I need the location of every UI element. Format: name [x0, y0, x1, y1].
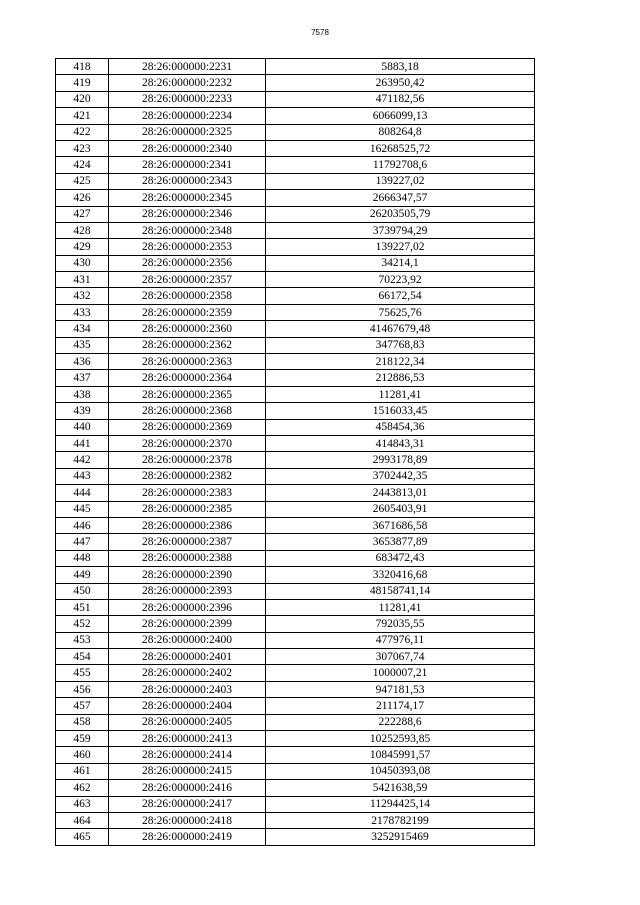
value-cell: 3702442,35: [266, 468, 535, 484]
cadastral-number-cell: 28:26:000000:2359: [109, 304, 266, 320]
table-row: [56, 419, 535, 435]
value-cell: 2178782199: [266, 812, 535, 828]
table-row: [56, 812, 535, 828]
table-row: [56, 124, 535, 140]
value-cell: 3252915469: [266, 829, 535, 845]
row-number-cell: 430: [56, 255, 109, 271]
table-row: [56, 714, 535, 730]
value-cell: 11281,41: [266, 599, 535, 615]
table-row: [56, 222, 535, 238]
row-number-cell: 463: [56, 796, 109, 812]
cadastral-number-cell: 28:26:000000:2396: [109, 599, 266, 615]
row-number-cell: 440: [56, 419, 109, 435]
row-number-cell: 423: [56, 140, 109, 156]
row-number-cell: 450: [56, 583, 109, 599]
table-row: [56, 780, 535, 796]
value-cell: 10252593,85: [266, 731, 535, 747]
value-cell: 808264,8: [266, 124, 535, 140]
cadastral-number-cell: 28:26:000000:2383: [109, 485, 266, 501]
row-number-cell: 460: [56, 747, 109, 763]
row-number-cell: 459: [56, 731, 109, 747]
table-row: [56, 157, 535, 173]
cadastral-number-cell: 28:26:000000:2231: [109, 59, 266, 75]
value-cell: 471182,56: [266, 91, 535, 107]
table-row: [56, 206, 535, 222]
value-cell: 3739794,29: [266, 222, 535, 238]
cadastral-number-cell: 28:26:000000:2370: [109, 435, 266, 451]
row-number-cell: 439: [56, 403, 109, 419]
table-row: [56, 337, 535, 353]
table-row: [56, 403, 535, 419]
row-number-cell: 448: [56, 550, 109, 566]
cadastral-number-cell: 28:26:000000:2362: [109, 337, 266, 353]
value-cell: 1516033,45: [266, 403, 535, 419]
row-number-cell: 428: [56, 222, 109, 238]
value-cell: 11294425,14: [266, 796, 535, 812]
table-row: [56, 599, 535, 615]
row-number-cell: 447: [56, 534, 109, 550]
row-number-cell: 424: [56, 157, 109, 173]
table-row: [56, 91, 535, 107]
cadastral-number-cell: 28:26:000000:2343: [109, 173, 266, 189]
table-row: [56, 534, 535, 550]
cadastral-number-cell: 28:26:000000:2390: [109, 567, 266, 583]
value-cell: 66172,54: [266, 288, 535, 304]
cadastral-number-cell: 28:26:000000:2401: [109, 649, 266, 665]
row-number-cell: 456: [56, 681, 109, 697]
table-row: [56, 550, 535, 566]
table-row: [56, 796, 535, 812]
cadastral-number-cell: 28:26:000000:2341: [109, 157, 266, 173]
value-cell: 947181,53: [266, 681, 535, 697]
value-cell: 263950,42: [266, 75, 535, 91]
table-row: [56, 501, 535, 517]
row-number-cell: 421: [56, 108, 109, 124]
cadastral-number-cell: 28:26:000000:2415: [109, 763, 266, 779]
cadastral-number-cell: 28:26:000000:2416: [109, 780, 266, 796]
table-row: [56, 272, 535, 288]
row-number-cell: 426: [56, 190, 109, 206]
table-row: [56, 370, 535, 386]
table-row: [56, 140, 535, 156]
row-number-cell: 458: [56, 714, 109, 730]
cadastral-number-cell: 28:26:000000:2393: [109, 583, 266, 599]
cadastral-number-cell: 28:26:000000:2387: [109, 534, 266, 550]
table-row: [56, 321, 535, 337]
table-row: [56, 829, 535, 845]
table-row: [56, 681, 535, 697]
table-row: [56, 583, 535, 599]
value-cell: 16268525,72: [266, 140, 535, 156]
row-number-cell: 437: [56, 370, 109, 386]
value-cell: 34214,1: [266, 255, 535, 271]
cadastral-number-cell: 28:26:000000:2340: [109, 140, 266, 156]
cadastral-number-cell: 28:26:000000:2325: [109, 124, 266, 140]
cadastral-number-cell: 28:26:000000:2365: [109, 386, 266, 402]
row-number-cell: 431: [56, 272, 109, 288]
table-row: [56, 468, 535, 484]
cadastral-number-cell: 28:26:000000:2345: [109, 190, 266, 206]
table-row: [56, 108, 535, 124]
value-cell: 458454,36: [266, 419, 535, 435]
value-cell: 2605403,91: [266, 501, 535, 517]
row-number-cell: 457: [56, 698, 109, 714]
table-row: [56, 731, 535, 747]
row-number-cell: 425: [56, 173, 109, 189]
table-row: [56, 354, 535, 370]
table-row: [56, 616, 535, 632]
row-number-cell: 434: [56, 321, 109, 337]
table-row: [56, 173, 535, 189]
cadastral-number-cell: 28:26:000000:2414: [109, 747, 266, 763]
cadastral-number-cell: 28:26:000000:2417: [109, 796, 266, 812]
row-number-cell: 451: [56, 599, 109, 615]
value-cell: 70223,92: [266, 272, 535, 288]
value-cell: 5883,18: [266, 59, 535, 75]
cadastral-number-cell: 28:26:000000:2404: [109, 698, 266, 714]
cadastral-number-cell: 28:26:000000:2386: [109, 517, 266, 533]
cadastral-number-cell: 28:26:000000:2348: [109, 222, 266, 238]
value-cell: 3671686,58: [266, 517, 535, 533]
row-number-cell: 445: [56, 501, 109, 517]
cadastral-number-cell: 28:26:000000:2399: [109, 616, 266, 632]
row-number-cell: 435: [56, 337, 109, 353]
row-number-cell: 438: [56, 386, 109, 402]
table-row: [56, 763, 535, 779]
row-number-cell: 422: [56, 124, 109, 140]
row-number-cell: 432: [56, 288, 109, 304]
table-row: [56, 567, 535, 583]
value-cell: 48158741,14: [266, 583, 535, 599]
page-number: 7578: [311, 28, 329, 37]
value-cell: 11281,41: [266, 386, 535, 402]
table-row: [56, 59, 535, 75]
table-row: [56, 632, 535, 648]
row-number-cell: 449: [56, 567, 109, 583]
table-row: [56, 747, 535, 763]
table-row: [56, 517, 535, 533]
value-cell: 218122,34: [266, 354, 535, 370]
row-number-cell: 429: [56, 239, 109, 255]
cadastral-number-cell: 28:26:000000:2364: [109, 370, 266, 386]
cadastral-number-cell: 28:26:000000:2357: [109, 272, 266, 288]
cadastral-number-cell: 28:26:000000:2356: [109, 255, 266, 271]
cadastral-number-cell: 28:26:000000:2346: [109, 206, 266, 222]
cadastral-number-cell: 28:26:000000:2418: [109, 812, 266, 828]
row-number-cell: 465: [56, 829, 109, 845]
value-cell: 792035,55: [266, 616, 535, 632]
cadastral-number-cell: 28:26:000000:2363: [109, 354, 266, 370]
value-cell: 1000007,21: [266, 665, 535, 681]
cadastral-number-cell: 28:26:000000:2368: [109, 403, 266, 419]
row-number-cell: 427: [56, 206, 109, 222]
value-cell: 6066099,13: [266, 108, 535, 124]
row-number-cell: 433: [56, 304, 109, 320]
value-cell: 3653877,89: [266, 534, 535, 550]
cadastral-number-cell: 28:26:000000:2369: [109, 419, 266, 435]
cadastral-number-cell: 28:26:000000:2234: [109, 108, 266, 124]
cadastral-number-cell: 28:26:000000:2385: [109, 501, 266, 517]
cadastral-number-cell: 28:26:000000:2419: [109, 829, 266, 845]
cadastral-number-cell: 28:26:000000:2233: [109, 91, 266, 107]
cadastral-number-cell: 28:26:000000:2400: [109, 632, 266, 648]
row-number-cell: 418: [56, 59, 109, 75]
cadastral-number-cell: 28:26:000000:2403: [109, 681, 266, 697]
table-row: [56, 435, 535, 451]
value-cell: 10845991,57: [266, 747, 535, 763]
table-row: [56, 255, 535, 271]
table-row: [56, 665, 535, 681]
table-row: [56, 75, 535, 91]
row-number-cell: 462: [56, 780, 109, 796]
row-number-cell: 453: [56, 632, 109, 648]
table-row: [56, 649, 535, 665]
cadastral-number-cell: 28:26:000000:2405: [109, 714, 266, 730]
row-number-cell: 446: [56, 517, 109, 533]
table-body: [56, 59, 535, 846]
value-cell: 5421638,59: [266, 780, 535, 796]
table-row: [56, 386, 535, 402]
table-row: [56, 698, 535, 714]
value-cell: 222288,6: [266, 714, 535, 730]
cadastral-number-cell: 28:26:000000:2353: [109, 239, 266, 255]
table-row: [56, 304, 535, 320]
table-row: [56, 190, 535, 206]
value-cell: 307067,74: [266, 649, 535, 665]
table-row: [56, 485, 535, 501]
value-cell: 75625,76: [266, 304, 535, 320]
table-row: [56, 452, 535, 468]
cadastral-number-cell: 28:26:000000:2402: [109, 665, 266, 681]
cadastral-number-cell: 28:26:000000:2232: [109, 75, 266, 91]
value-cell: 414843,31: [266, 435, 535, 451]
row-number-cell: 464: [56, 812, 109, 828]
row-number-cell: 452: [56, 616, 109, 632]
value-cell: 347768,83: [266, 337, 535, 353]
value-cell: 2443813,01: [266, 485, 535, 501]
value-cell: 2666347,57: [266, 190, 535, 206]
value-cell: 41467679,48: [266, 321, 535, 337]
row-number-cell: 419: [56, 75, 109, 91]
value-cell: 683472,43: [266, 550, 535, 566]
row-number-cell: 420: [56, 91, 109, 107]
row-number-cell: 436: [56, 354, 109, 370]
value-cell: 2993178,89: [266, 452, 535, 468]
cadastral-number-cell: 28:26:000000:2413: [109, 731, 266, 747]
value-cell: 212886,53: [266, 370, 535, 386]
data-table: [55, 58, 535, 846]
value-cell: 211174,17: [266, 698, 535, 714]
row-number-cell: 443: [56, 468, 109, 484]
cadastral-number-cell: 28:26:000000:2360: [109, 321, 266, 337]
row-number-cell: 444: [56, 485, 109, 501]
row-number-cell: 461: [56, 763, 109, 779]
cadastral-number-cell: 28:26:000000:2358: [109, 288, 266, 304]
value-cell: 10450393,08: [266, 763, 535, 779]
row-number-cell: 455: [56, 665, 109, 681]
value-cell: 3320416,68: [266, 567, 535, 583]
value-cell: 477976,11: [266, 632, 535, 648]
value-cell: 139227,02: [266, 173, 535, 189]
cadastral-number-cell: 28:26:000000:2382: [109, 468, 266, 484]
cadastral-number-cell: 28:26:000000:2388: [109, 550, 266, 566]
row-number-cell: 454: [56, 649, 109, 665]
row-number-cell: 441: [56, 435, 109, 451]
row-number-cell: 442: [56, 452, 109, 468]
table-row: [56, 288, 535, 304]
cadastral-number-cell: 28:26:000000:2378: [109, 452, 266, 468]
value-cell: 11792708,6: [266, 157, 535, 173]
value-cell: 26203505,79: [266, 206, 535, 222]
value-cell: 139227,02: [266, 239, 535, 255]
table-row: [56, 239, 535, 255]
